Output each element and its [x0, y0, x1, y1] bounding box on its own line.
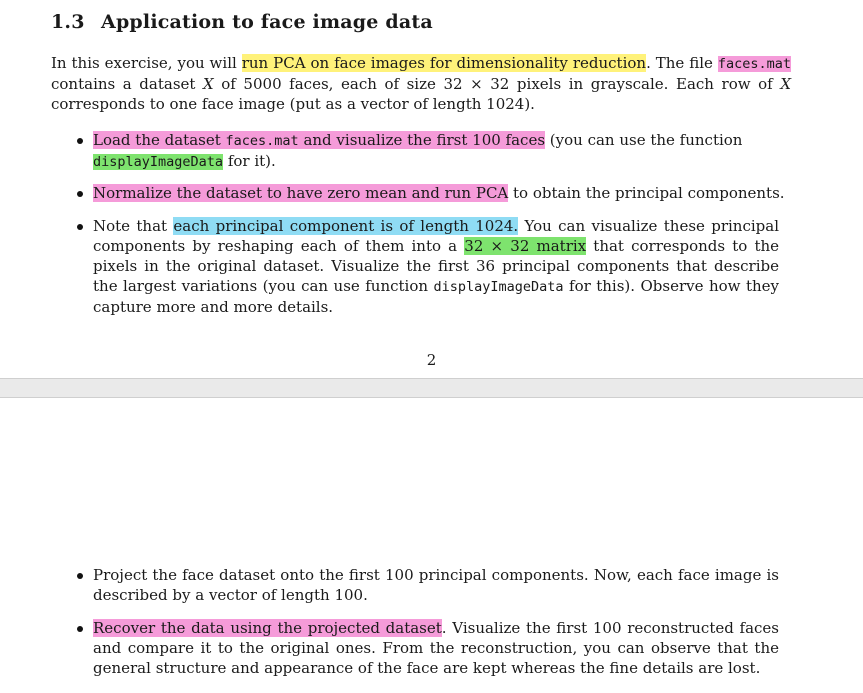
text: of 5000 faces, each of size 32 × 32 pixels in grayscale. Each row of	[213, 75, 781, 93]
bullet-project	[77, 565, 779, 605]
text: corresponds to one face image (put as a vector of length 1024).	[51, 95, 535, 113]
highlight-pink[interactable]: Recover the data using the projected dataset	[93, 619, 442, 637]
variable-x: X	[780, 75, 791, 93]
section-heading	[51, 11, 433, 33]
highlight-pink[interactable]	[93, 131, 545, 149]
text: for this). Observe how they capture more and more details.	[93, 277, 779, 316]
bullet-principal-components	[77, 216, 779, 317]
section-number: 1.3	[51, 11, 85, 33]
text: to obtain the principal components.	[508, 184, 785, 202]
page-2	[0, 398, 863, 693]
text: for it).	[223, 152, 276, 170]
bullet-dot	[77, 573, 83, 579]
text: You can visualize these principal components by reshaping each of them into a	[93, 217, 779, 255]
highlight-pink[interactable]: Normalize the dataset to have zero mean and run PCA	[93, 184, 509, 202]
bullet-dot	[77, 626, 83, 632]
text: Project the face dataset onto the first 100 principal components. Now, each face image is described by a vector of length 100.	[93, 566, 779, 604]
text: Load the dataset	[93, 131, 226, 149]
page-separator	[0, 378, 863, 398]
highlight-blue[interactable]: each principal component is of length 1024.	[173, 217, 519, 235]
text: that corresponds to the pixels in the original dataset. Visualize the first 36 principal components that describe the largest variations (you can use function	[93, 237, 780, 295]
code-text: displayImageData	[433, 279, 564, 295]
highlight-pink-file[interactable]: faces.mat	[717, 56, 791, 72]
section-title: Application to face image data	[101, 11, 433, 33]
highlight-yellow[interactable]: run PCA on face images for dimensionality reduction	[241, 54, 647, 72]
variable-x: X	[203, 75, 214, 93]
highlight-green-code[interactable]: displayImageData	[93, 154, 224, 170]
text: . Visualize the first 100 reconstructed faces and compare it to the original ones. From the reconstruction, you can observe that the general structure and appearance of the face are kept whereas the fine details are lost.	[93, 619, 779, 677]
bullet-dot	[77, 138, 83, 144]
bullet-normalize	[77, 183, 842, 203]
intro-paragraph	[51, 53, 791, 114]
text: Note that	[93, 217, 174, 235]
bullet-recover	[77, 618, 779, 678]
text: contains a dataset	[51, 75, 204, 93]
text: In this exercise, you will	[51, 54, 242, 72]
bullet-load-dataset	[77, 130, 842, 172]
bullet-dot	[77, 191, 83, 197]
code-text: faces.mat	[225, 133, 299, 149]
text: and visualize the first 100 faces	[298, 131, 546, 149]
bullet-dot	[77, 224, 83, 230]
page-number: 2	[426, 351, 437, 369]
text: . The file	[646, 54, 718, 72]
text: (you can use the function	[545, 131, 743, 149]
highlight-green[interactable]: 32 × 32 matrix	[464, 237, 587, 255]
